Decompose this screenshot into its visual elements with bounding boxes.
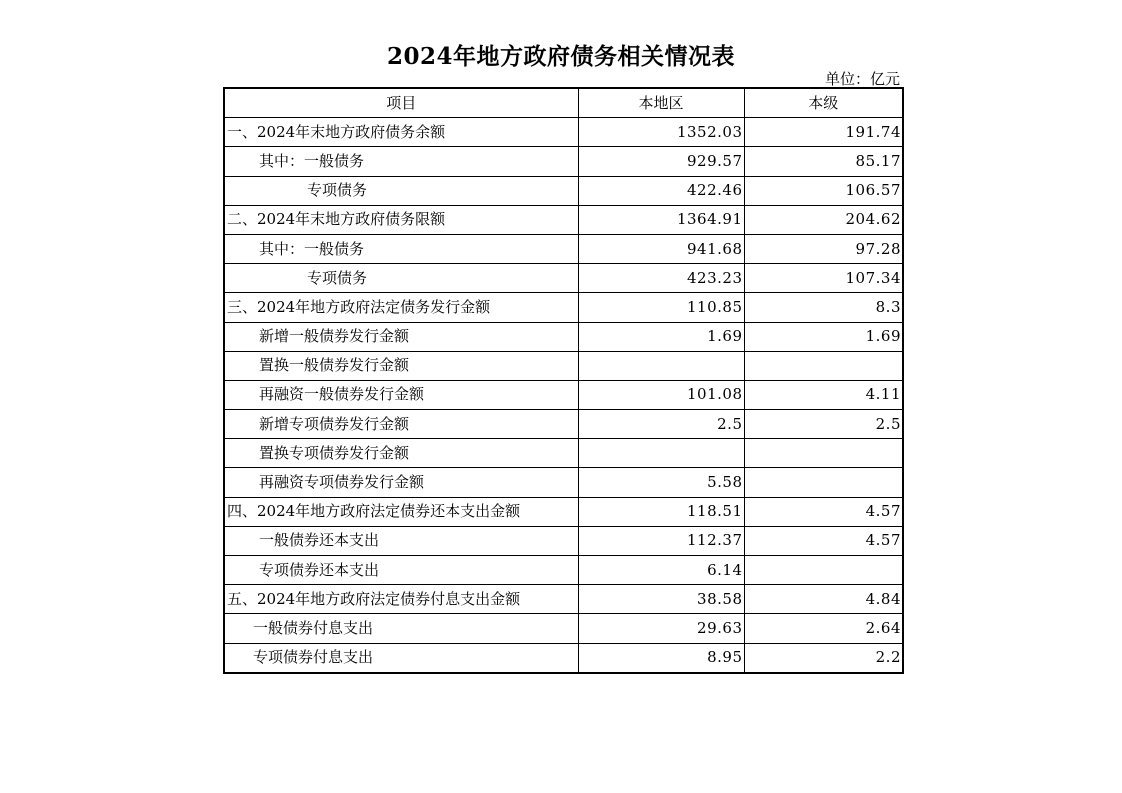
- table-row: [224, 614, 903, 643]
- local-value: 112.37: [578, 526, 744, 555]
- table-row: [224, 643, 903, 673]
- local-value: 6.14: [578, 556, 744, 585]
- own-value: 191.74: [744, 118, 903, 147]
- header-row: [224, 88, 903, 118]
- table-row: [224, 293, 903, 322]
- table-row: [224, 497, 903, 526]
- row-label: 专项债务: [224, 176, 578, 205]
- header-own: 本级: [744, 88, 903, 118]
- table-row: [224, 118, 903, 147]
- own-value: 1.69: [744, 322, 903, 351]
- own-value: [744, 351, 903, 380]
- own-value: 204.62: [744, 205, 903, 234]
- row-label: 新增一般债券发行金额: [224, 322, 578, 351]
- table-row: [224, 468, 903, 497]
- table-row: [224, 351, 903, 380]
- row-label: 一、2024年末地方政府债务余额: [224, 118, 578, 147]
- own-value: [744, 556, 903, 585]
- row-label: 四、2024年地方政府法定债券还本支出金额: [224, 497, 578, 526]
- table-row: [224, 526, 903, 555]
- own-value: 2.2: [744, 643, 903, 673]
- page-title: 2024年地方政府债务相关情况表: [386, 43, 735, 70]
- own-value: [744, 439, 903, 468]
- local-value: 8.95: [578, 643, 744, 673]
- local-value: 101.08: [578, 380, 744, 409]
- row-label: 专项债务: [224, 264, 578, 293]
- own-value: 2.5: [744, 410, 903, 439]
- table-row: [224, 234, 903, 263]
- own-value: 4.57: [744, 497, 903, 526]
- local-value: [578, 439, 744, 468]
- local-value: 1364.91: [578, 205, 744, 234]
- row-label: 一般债券付息支出: [224, 614, 578, 643]
- local-value: 423.23: [578, 264, 744, 293]
- local-value: 422.46: [578, 176, 744, 205]
- local-value: 2.5: [578, 410, 744, 439]
- debt-table: [223, 87, 904, 674]
- own-value: 106.57: [744, 176, 903, 205]
- table-row: [224, 439, 903, 468]
- unit-label: 单位：亿元: [824, 70, 900, 88]
- own-value: 85.17: [744, 147, 903, 176]
- local-value: 929.57: [578, 147, 744, 176]
- table-row: [224, 585, 903, 614]
- table-row: [224, 147, 903, 176]
- row-label: 新增专项债券发行金额: [224, 410, 578, 439]
- table-row: [224, 205, 903, 234]
- header-local: 本地区: [578, 88, 744, 118]
- row-label: 一般债券还本支出: [224, 526, 578, 555]
- local-value: 1352.03: [578, 118, 744, 147]
- header-item: 项目: [224, 88, 578, 118]
- own-value: 97.28: [744, 234, 903, 263]
- local-value: [578, 351, 744, 380]
- row-label: 其中：一般债务: [224, 147, 578, 176]
- table-row: [224, 264, 903, 293]
- table-row: [224, 322, 903, 351]
- row-label: 置换一般债券发行金额: [224, 351, 578, 380]
- local-value: 1.69: [578, 322, 744, 351]
- row-label: 再融资专项债券发行金额: [224, 468, 578, 497]
- table-row: [224, 556, 903, 585]
- row-label: 专项债券还本支出: [224, 556, 578, 585]
- own-value: 4.84: [744, 585, 903, 614]
- own-value: [744, 468, 903, 497]
- own-value: 4.57: [744, 526, 903, 555]
- table-row: [224, 380, 903, 409]
- row-label: 二、2024年末地方政府债务限额: [224, 205, 578, 234]
- table-row: [224, 410, 903, 439]
- local-value: 5.58: [578, 468, 744, 497]
- row-label: 专项债券付息支出: [224, 643, 578, 673]
- own-value: 2.64: [744, 614, 903, 643]
- row-label: 再融资一般债券发行金额: [224, 380, 578, 409]
- row-label: 三、2024年地方政府法定债务发行金额: [224, 293, 578, 322]
- own-value: 8.3: [744, 293, 903, 322]
- local-value: 941.68: [578, 234, 744, 263]
- local-value: 118.51: [578, 497, 744, 526]
- table-body: [224, 118, 903, 673]
- local-value: 38.58: [578, 585, 744, 614]
- own-value: 4.11: [744, 380, 903, 409]
- row-label: 其中：一般债务: [224, 234, 578, 263]
- table-row: [224, 176, 903, 205]
- row-label: 五、2024年地方政府法定债券付息支出金额: [224, 585, 578, 614]
- row-label: 置换专项债券发行金额: [224, 439, 578, 468]
- local-value: 110.85: [578, 293, 744, 322]
- local-value: 29.63: [578, 614, 744, 643]
- own-value: 107.34: [744, 264, 903, 293]
